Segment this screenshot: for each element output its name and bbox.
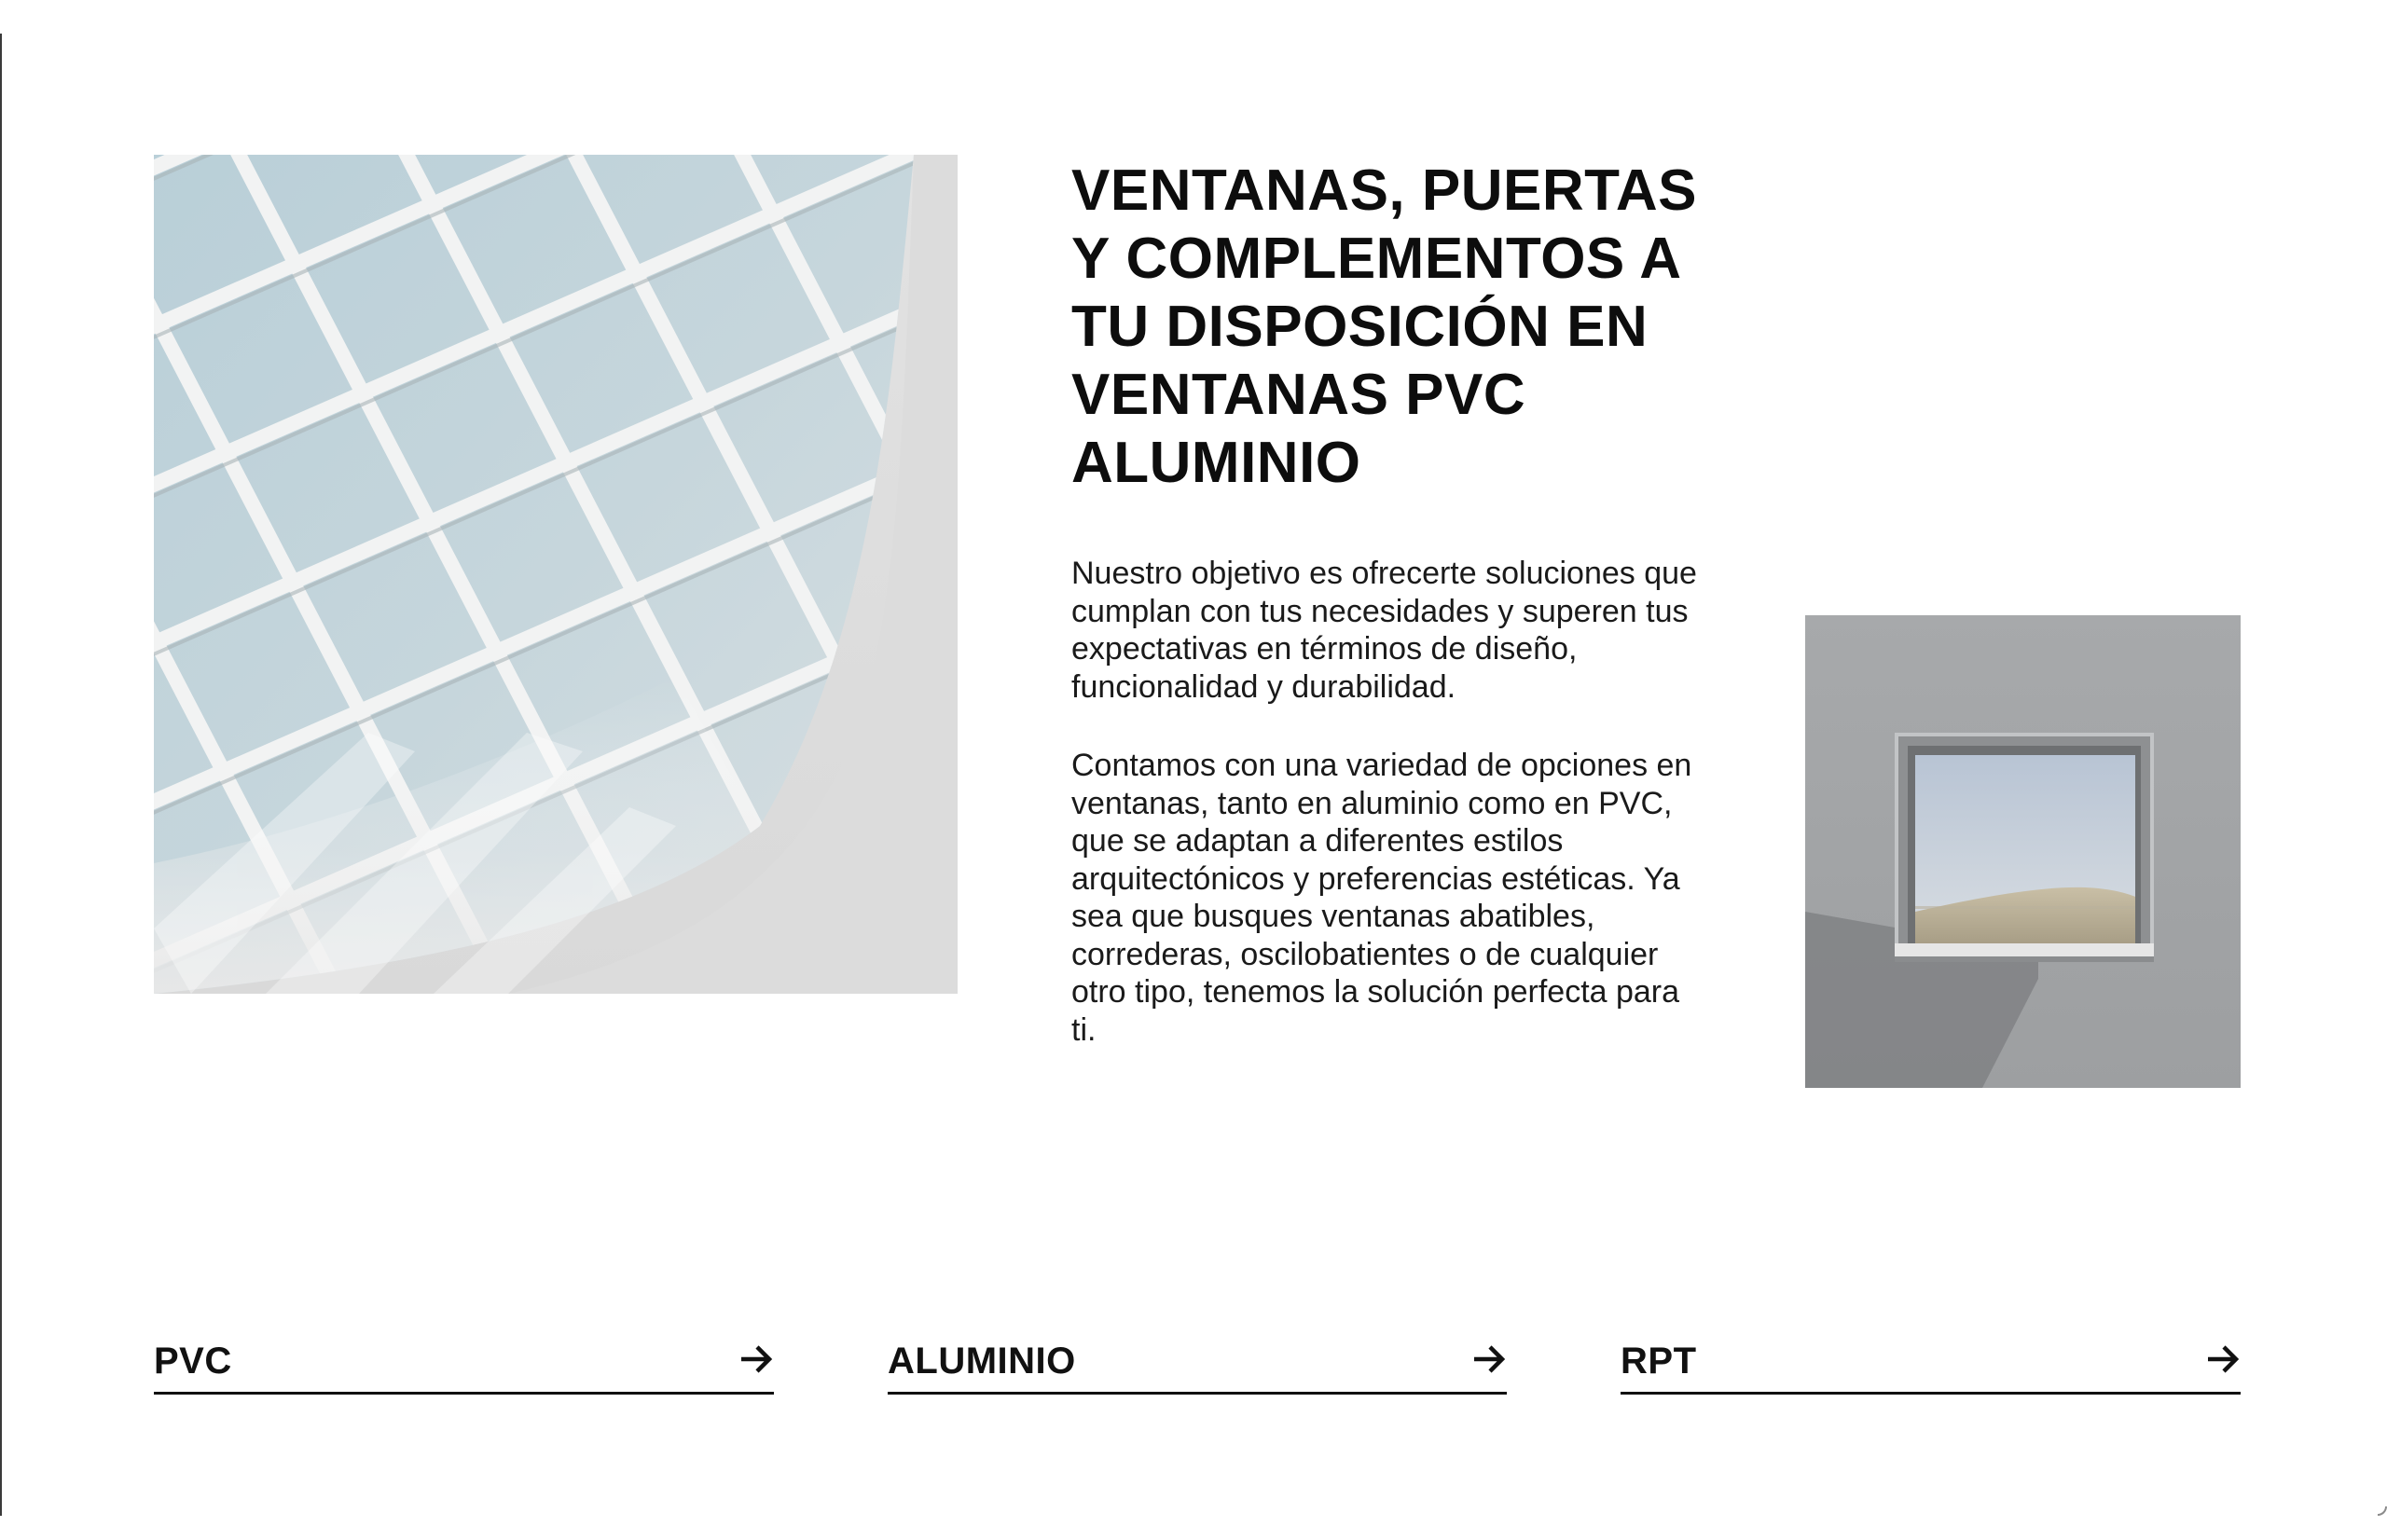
intro-content xyxy=(1071,157,1705,1049)
arrow-right-icon xyxy=(738,1341,774,1377)
category-link-pvc[interactable] xyxy=(154,1326,774,1395)
arrow-right-icon xyxy=(1471,1341,1507,1377)
category-label-pvc: PVC xyxy=(154,1340,232,1382)
page-title: VENTANAS, PUERTAS Y COMPLEMENTOS A TU DISPOSICIÓN EN VENTANAS PVC ALUMINIO xyxy=(1071,158,1698,495)
page-corner-mark xyxy=(2378,1506,2387,1516)
category-link-aluminio[interactable] xyxy=(888,1326,1507,1395)
page-left-border xyxy=(0,34,2,1516)
category-label-rpt: RPT xyxy=(1621,1340,1697,1382)
intro-paragraph: Nuestro objetivo es ofrecerte soluciones que cumplan con tus necesidades y superen tus expectativas en términos de diseño, funcionalidad y durabilidad. xyxy=(1071,556,1697,705)
window-in-wall-photo xyxy=(1805,615,2241,1088)
category-link-rpt[interactable] xyxy=(1621,1326,2241,1395)
options-paragraph: Contamos con una variedad de opciones en ventanas, tanto en aluminio como en PVC, que se adaptan a diferentes estilos arquitectónicos y preferencias estéticas. Ya sea que busques ventanas abatibles, correderas, oscilobatientes o de cualquier otro tipo, tenemos la solución perfecta para ti. xyxy=(1071,748,1692,1048)
arrow-right-icon xyxy=(2205,1341,2241,1377)
category-label-aluminio: ALUMINIO xyxy=(888,1340,1076,1382)
skylight-photo xyxy=(154,155,958,994)
